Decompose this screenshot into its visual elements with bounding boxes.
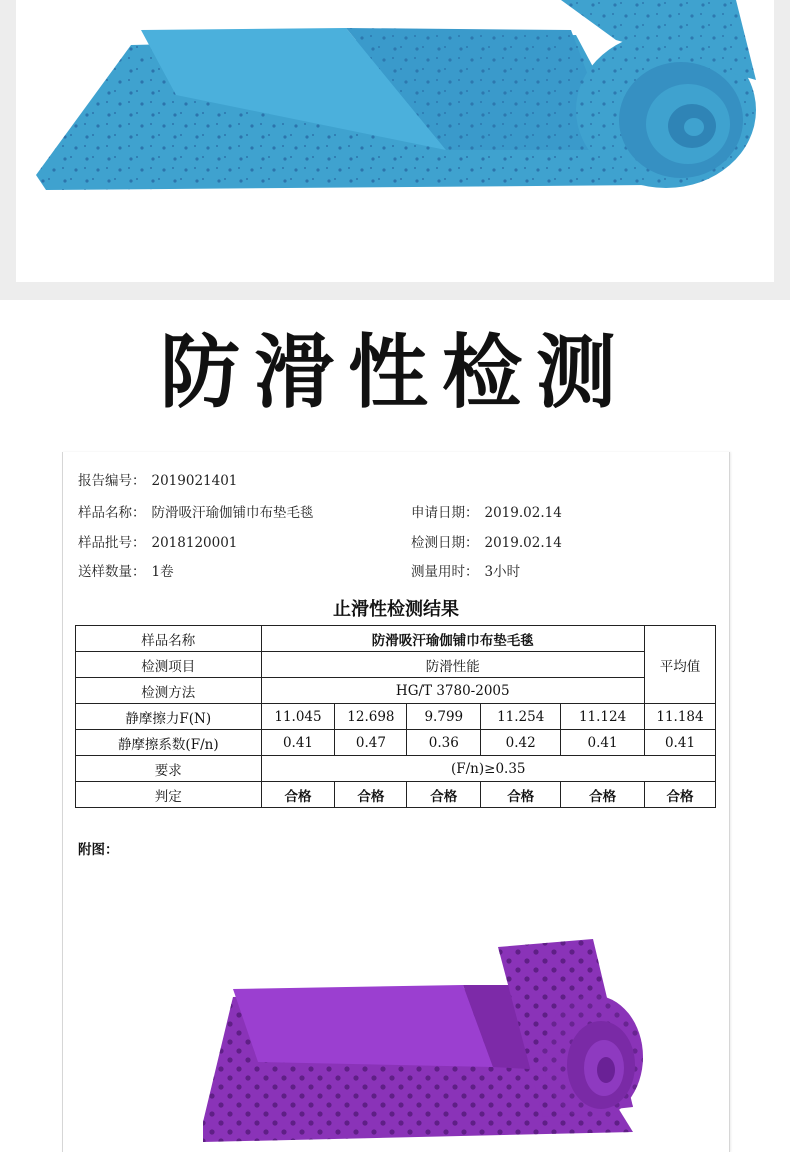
blue-towel-photo bbox=[16, 0, 774, 282]
table-cell: 0.42 bbox=[481, 730, 561, 756]
table-row bbox=[76, 704, 716, 730]
table-row bbox=[76, 652, 716, 678]
table-cell: 12.698 bbox=[335, 704, 407, 730]
table-row bbox=[76, 756, 716, 782]
table-cell: 0.36 bbox=[407, 730, 481, 756]
table-cell: 防滑性能 bbox=[261, 652, 644, 678]
application-date bbox=[411, 501, 562, 521]
meta-label: 申请日期： bbox=[411, 505, 479, 521]
meta-value: 防滑吸汗瑜伽铺巾布垫毛毯 bbox=[151, 505, 314, 521]
meta-label: 样品名称： bbox=[78, 505, 146, 521]
table-cell: 0.47 bbox=[335, 730, 407, 756]
row-label: 样品名称 bbox=[76, 626, 262, 652]
row-label: 要求 bbox=[76, 756, 262, 782]
attachment-label: 附图： bbox=[78, 842, 119, 858]
meta-value: 2019.02.14 bbox=[484, 505, 562, 521]
table-cell: 9.799 bbox=[407, 704, 481, 730]
table-cell: HG/T 3780-2005 bbox=[261, 678, 644, 704]
table-row bbox=[76, 782, 716, 808]
sample-quantity bbox=[78, 560, 174, 580]
table-title: 止滑性检测结果 bbox=[333, 599, 459, 620]
test-date bbox=[411, 531, 562, 551]
report-number bbox=[78, 469, 237, 489]
test-report bbox=[62, 452, 730, 1152]
top-photo-panel bbox=[0, 0, 790, 300]
page-title: 防滑性检测 bbox=[160, 326, 630, 419]
table-row bbox=[76, 730, 716, 756]
row-label: 静摩擦力F(N) bbox=[76, 704, 262, 730]
sample-name bbox=[78, 501, 314, 521]
meta-label: 送样数量： bbox=[78, 564, 146, 580]
meta-value: 2019021401 bbox=[151, 473, 238, 489]
meta-value: 3小时 bbox=[484, 564, 521, 580]
meta-label: 样品批号： bbox=[78, 535, 146, 551]
table-cell: 合格 bbox=[481, 782, 561, 808]
table-cell: 0.41 bbox=[561, 730, 645, 756]
row-label: 判定 bbox=[76, 782, 262, 808]
table-cell: 合格 bbox=[407, 782, 481, 808]
table-cell: 11.254 bbox=[481, 704, 561, 730]
meta-value: 1卷 bbox=[151, 564, 174, 580]
table-cell: 合格 bbox=[335, 782, 407, 808]
table-cell: 合格 bbox=[561, 782, 645, 808]
meta-label: 检测日期： bbox=[411, 535, 479, 551]
table-cell: 11.184 bbox=[645, 704, 716, 730]
average-header: 平均值 bbox=[645, 626, 716, 704]
table-cell: 11.045 bbox=[261, 704, 335, 730]
table-row bbox=[76, 678, 716, 704]
table-cell: 0.41 bbox=[645, 730, 716, 756]
sample-batch bbox=[78, 531, 237, 551]
results-table bbox=[75, 625, 716, 808]
meta-label: 报告编号： bbox=[78, 473, 146, 489]
table-cell: (F/n)≥0.35 bbox=[261, 756, 715, 782]
table-cell: 合格 bbox=[645, 782, 716, 808]
table-cell: 防滑吸汗瑜伽铺巾布垫毛毯 bbox=[261, 626, 644, 652]
table-row bbox=[76, 626, 716, 652]
purple-towel-image bbox=[163, 867, 723, 1142]
row-label: 静摩擦系数(F/n) bbox=[76, 730, 262, 756]
row-label: 检测项目 bbox=[76, 652, 262, 678]
blue-towel-image bbox=[16, 0, 774, 282]
meta-label: 测量用时： bbox=[411, 564, 479, 580]
table-cell: 0.41 bbox=[261, 730, 335, 756]
meta-value: 2018120001 bbox=[151, 535, 238, 551]
table-cell: 合格 bbox=[261, 782, 335, 808]
test-duration bbox=[411, 560, 520, 580]
row-label: 检测方法 bbox=[76, 678, 262, 704]
table-cell: 11.124 bbox=[561, 704, 645, 730]
meta-value: 2019.02.14 bbox=[484, 535, 562, 551]
